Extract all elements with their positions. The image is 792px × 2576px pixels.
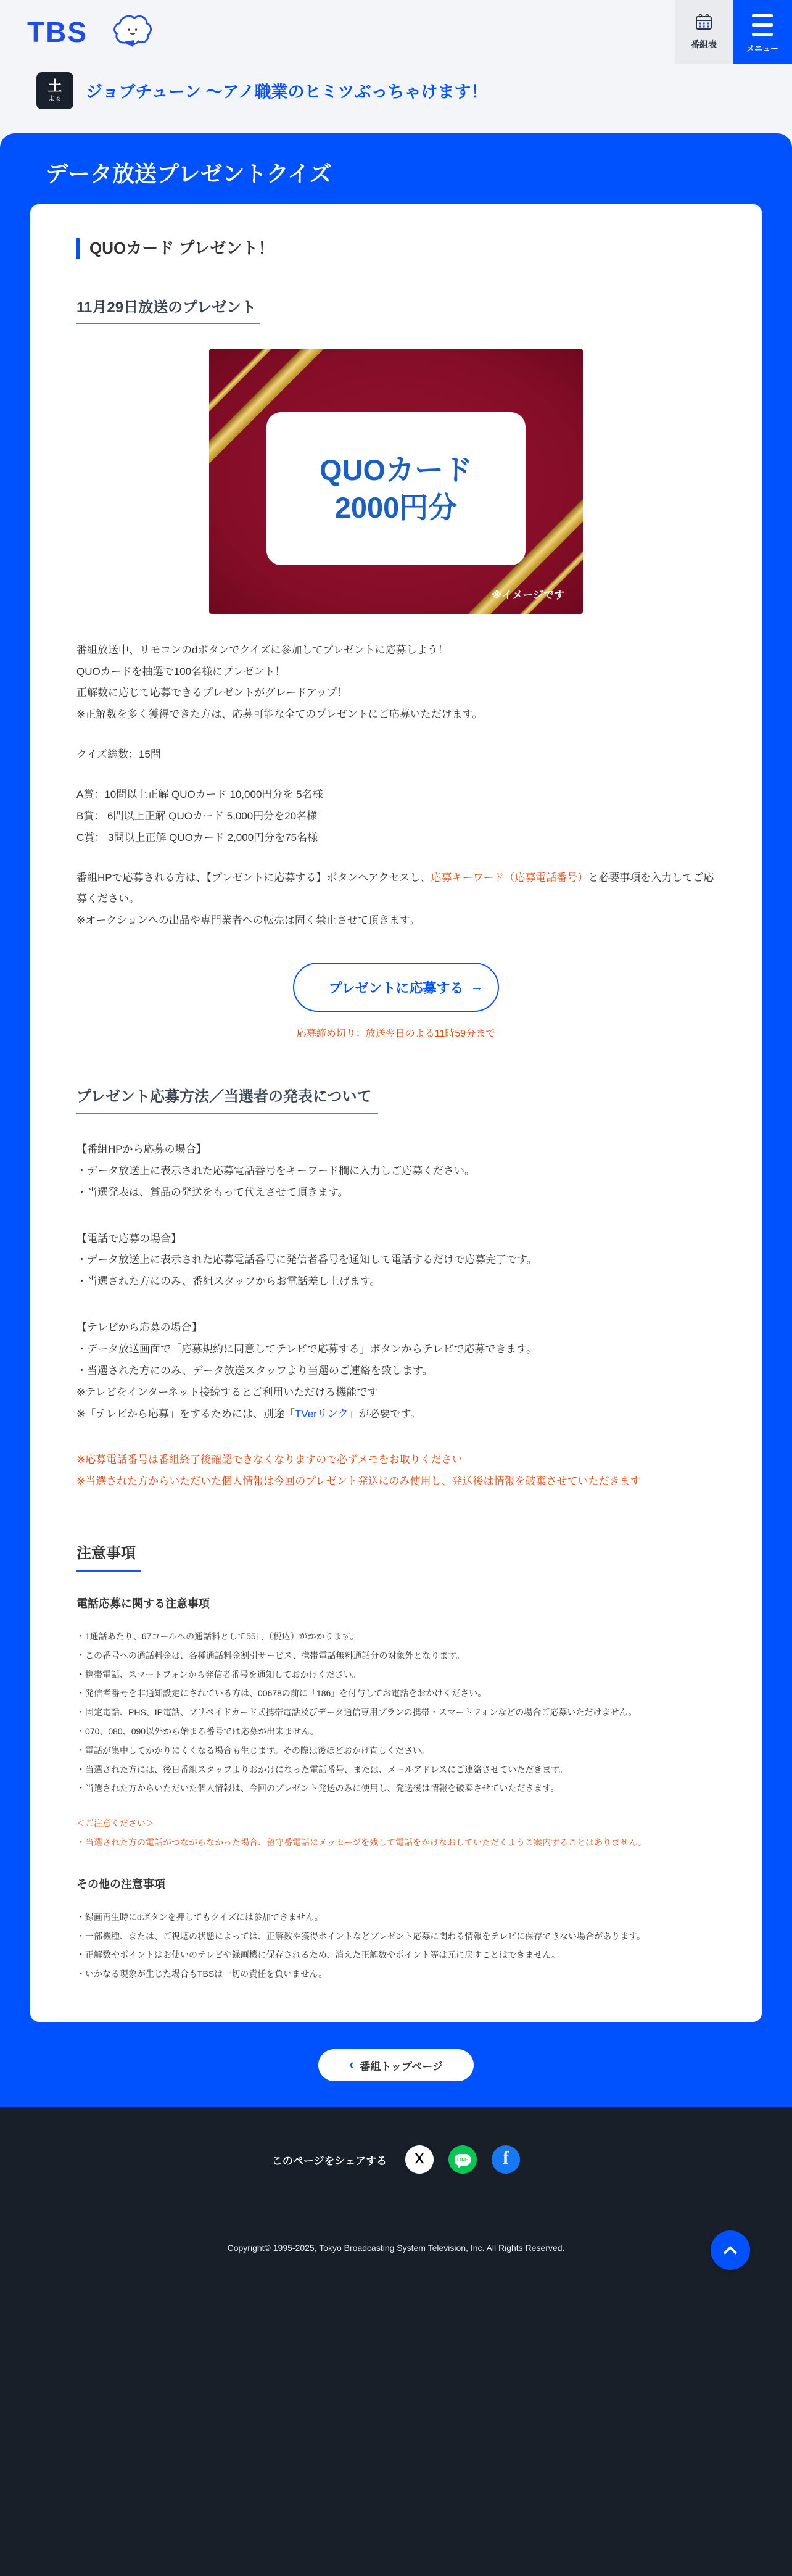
program-title-link[interactable]: ジョブチューン ～アノ職業のヒミツぶっちゃけます！: [86, 83, 488, 101]
scroll-to-top-button[interactable]: [711, 2230, 750, 2270]
intro-line: 正解数に応じて応募できるプレゼントがグレードアップ！: [76, 687, 348, 699]
note-item: ・電話が集中してかかりにくくなる場合も生じます。その際は後ほどおかけ直しください。: [76, 1745, 430, 1755]
note-item: ・一部機種、または、ご視聴の状態によっては、正解数や獲得ポイントなどプレゼント応募に関わる情報をテレビに保存できない場合があります。: [76, 1931, 646, 1941]
prize-list: [76, 784, 716, 849]
page-title: データ放送プレゼントクイズ: [46, 161, 332, 186]
method-item: ・データ放送画面で「応募規約に同意してテレビで応募する」ボタンからテレビで応募できます。: [76, 1343, 537, 1355]
tver-line: [76, 1404, 716, 1425]
apply-button-label: プレゼントに応募する: [328, 980, 464, 996]
share-x-button[interactable]: [405, 2145, 434, 2174]
intro-line: ※正解数を多く獲得できた方は、応募可能な全てのプレゼントにご応募いただけます。: [76, 708, 483, 721]
chevron-left-icon: ‹: [349, 2056, 354, 2072]
facebook-icon: f: [503, 2148, 509, 2168]
cloud-mascot-icon: [111, 12, 153, 53]
chevron-up-icon: [724, 2246, 738, 2260]
note-item: ・当選された方からいただいた個人情報は、今回のプレゼント発送のみに使用し、発送後は情報を破棄させていただきます。: [76, 1783, 559, 1794]
note-item: ・正解数やポイントはお使いのテレビや録画機に保存されるため、消えた正解数やポイント等は元に戻すことはできません。: [76, 1950, 560, 1960]
method-tv-block: [76, 1317, 716, 1425]
schedule-button-label: 番組表: [691, 39, 717, 49]
quiz-section: [0, 133, 792, 2107]
broadcast-day-badge: [36, 72, 73, 109]
hp-apply-text: と必要事項を入力してご応募ください。: [76, 871, 714, 905]
hp-apply-text: 番組HPで応募される方は、【プレゼントに応募する】ボタンへアクセスし、: [76, 871, 431, 884]
site-footer: [0, 2107, 792, 2576]
method-item: ・データ放送上に表示された応募電話番号をキーワード欄に入力しご応募ください。: [76, 1164, 475, 1177]
method-tel-title: 【電話で応募の場合】: [76, 1232, 181, 1245]
apply-keyword-highlight: 応募キーワード（応募電話番号）: [431, 871, 588, 884]
caution-item: ・当選された方の電話がつながらなかった場合、留守番電話にメッセージを残して電話をかけなおしていただくようご案内することはありません。: [76, 1837, 646, 1848]
tbs-logo[interactable]: TBS: [27, 15, 88, 48]
hamburger-icon: [752, 12, 773, 36]
note-item: ・固定電話、PHS、IP電話、プリペイドカード式携帯電話及びデータ通信専用プランの携帯・スマートフォンなどの場合ご応募いただけません。: [76, 1707, 637, 1718]
menu-button-label: メニュー: [746, 43, 778, 53]
present-date-heading: 11月29日放送のプレゼント: [76, 295, 260, 324]
method-item: ・当選された方にのみ、データ放送スタッフより当選のご連絡を致します。: [76, 1364, 433, 1377]
red-warning-block: [76, 1449, 716, 1493]
prize-image: [209, 349, 583, 614]
x-icon: [413, 2151, 426, 2168]
content-card: [30, 204, 762, 2022]
other-notes-list: [76, 1908, 716, 1984]
program-bar: [0, 64, 792, 117]
auction-note: ※オークションへの出品や専門業者への転売は固く禁止させて頂きます。: [76, 914, 420, 927]
menu-button[interactable]: [733, 0, 792, 64]
intro-line: 番組放送中、リモコンのdボタンでクイズに参加してプレゼントに応募しよう！: [76, 644, 448, 656]
method-hp-block: [76, 1139, 716, 1204]
share-facebook-button[interactable]: [492, 2145, 520, 2174]
note-item: ・携帯電話、スマートフォンから発信者番号を通知しておかけください。: [76, 1669, 361, 1679]
prize-line-c: C賞： 3問以上正解 QUOカード 2,000円分を75名様: [76, 831, 318, 843]
share-row: [0, 2145, 792, 2174]
note-item: ・070、080、090以外から始まる番号では応募が出来ません。: [76, 1726, 319, 1737]
method-item: ・当選発表は、賞品の発送をもって代えさせて頂きます。: [76, 1186, 349, 1198]
caution-title: ＜ご注意ください＞: [76, 1818, 154, 1829]
prize-line-b: B賞： 6問以上正解 QUOカード 5,000円分を20名様: [76, 810, 318, 822]
caution-block: [76, 1814, 716, 1852]
method-hp-title: 【番組HPから応募の場合】: [76, 1143, 207, 1156]
method-tv-title: 【テレビから応募の場合】: [76, 1322, 202, 1334]
apply-button[interactable]: [293, 963, 499, 1012]
schedule-button[interactable]: [675, 0, 733, 64]
badge-day: 土: [47, 77, 62, 94]
header-buttons: [675, 0, 792, 64]
method-item: ※テレビをインターネット接続するとご利用いただける機能です: [76, 1386, 378, 1398]
share-label: このページをシェアする: [271, 2155, 387, 2167]
tver-link[interactable]: TVerリンク: [294, 1407, 349, 1420]
intro-paragraph: [76, 640, 716, 726]
arrow-right-icon: →: [471, 980, 483, 994]
intro-line: QUOカードを抽選で100名様にプレゼント！: [76, 665, 286, 677]
program-top-button-label: 番組トップページ: [360, 2060, 443, 2073]
phone-notes-heading: 電話応募に関する注意事項: [76, 1597, 210, 1610]
card-heading: QUOカード プレゼント！: [76, 238, 716, 259]
site-header: [0, 0, 792, 64]
hp-apply-paragraph: [76, 868, 716, 932]
badge-time: よる: [48, 94, 62, 102]
quo-card-graphic: [266, 412, 526, 565]
image-disclaimer: ※イメージです: [491, 589, 564, 601]
red-warning-line: ※応募電話番号は番組終了後確認できなくなりますので必ずメモをお取りください: [76, 1454, 463, 1466]
tver-line-text: 」が必要です。: [348, 1407, 421, 1420]
other-notes-heading: その他の注意事項: [76, 1878, 165, 1891]
note-item: ・録画再生時にdボタンを押してもクイズには参加できません。: [76, 1911, 323, 1922]
method-tel-block: [76, 1228, 716, 1293]
method-item: ・当選された方にのみ、番組スタッフからお電話差し上げます。: [76, 1275, 381, 1288]
note-item: ・この番号への通話料金は、各種通話料金割引サービス、携帯電話無料通話分の対象外となります。: [76, 1650, 465, 1660]
program-top-button[interactable]: [318, 2049, 474, 2081]
quo-card-line1: QUOカード: [319, 453, 473, 486]
prize-line-a: A賞：10問以上正解 QUOカード 10,000円分を 5名様: [76, 789, 323, 801]
quo-card-line2: 2000円分: [334, 491, 458, 524]
calendar-icon: [695, 13, 713, 33]
share-line-button[interactable]: [448, 2145, 477, 2174]
copyright-text: Copyright© 1995-2025, Tokyo Broadcasting System Television, Inc. All Rights Reserved.: [227, 2243, 565, 2253]
note-item: ・いかなる現象が生じた場合もTBSは一切の責任を負いません。: [76, 1969, 328, 1979]
method-section-heading: プレゼント応募方法／当選者の発表について: [76, 1084, 378, 1114]
red-warning-line: ※当選された方からいただいた個人情報は今回のプレゼント発送にのみ使用し、発送後は情報を破棄させていただきます: [76, 1475, 641, 1488]
phone-notes-list: [76, 1627, 716, 1798]
note-item: ・当選された方には、後日番組スタッフよりおかけになった電話番号、または、メールアドレスにご連絡させていただきます。: [76, 1764, 568, 1775]
quiz-total: クイズ総数：15問: [76, 748, 161, 761]
note-item: ・1通話あたり、67コールへの通話料として55円（税込）がかかります。: [76, 1631, 359, 1642]
note-item: ・発信者番号を非通知設定にされている方は、00678の前に「186」を付与してお電話をおかけください。: [76, 1688, 487, 1699]
deadline-note: 応募締め切り：放送翌日のよる11時59分まで: [296, 1029, 496, 1040]
method-item: ・データ放送上に表示された応募電話番号に発信者番号を通知して電話するだけで応募完了です。: [76, 1254, 537, 1266]
line-icon: LINE: [455, 2154, 471, 2166]
tver-line-text: ※「テレビから応募」をするためには、別途「: [76, 1407, 295, 1420]
notes-section-heading: 注意事項: [76, 1541, 141, 1572]
